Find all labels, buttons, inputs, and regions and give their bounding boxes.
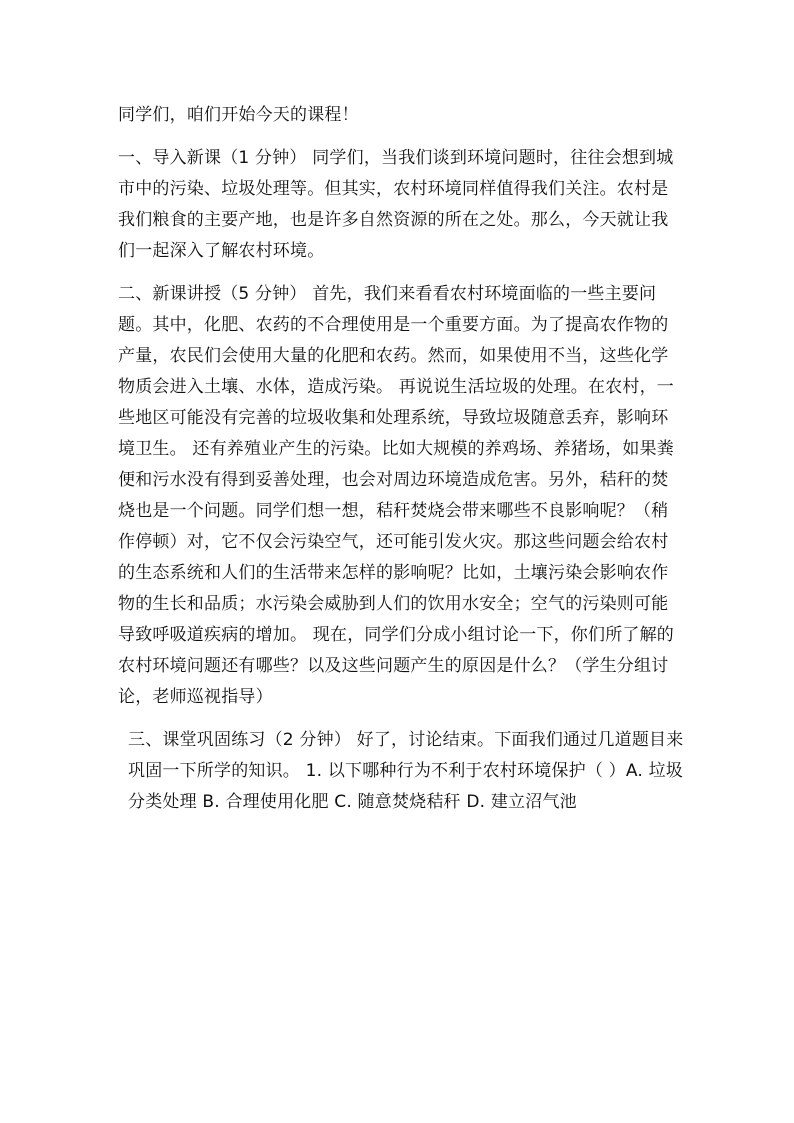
document-body [118,100,684,830]
greeting-paragraph: 同学们，咱们开始今天的课程！ [118,105,359,125]
section-lecture-paragraph: 二、新课讲授（5 分钟） 首先，我们来看看农村环境面临的一些主要问题。其中，化肥、农药的不合理使用是一个重要方面。为了提高农作物的产量，农民们会使用大量的化肥和农药。然而，如果使用不当，这些化学物质会进入土壤、水体，造成污染。 再说说生活垃圾的处理。在农村，一些地区可能没有完善的垃圾收集和处理系统，导致垃圾随意丢弃，影响环境卫生。 还有养殖业产生的污染。比如大规模的养鸡场、养猪场，如果粪便和污水没有得到妥善处理，也会对周边环境造成危害。另外，秸秆的焚烧也是一个问题。同学们想一想，秸秆焚烧会带来哪些不良影响呢？（稍作停顿）对，它不仅会污染空气，还可能引发火灾。那这些问题会给农村的生态系统和人们的生活带来怎样的影响呢？比如，土壤污染会影响农作物的生长和品质；水污染会威胁到人们的饮用水安全；空气的污染则可能导致呼吸道疾病的增加。 现在，同学们分成小组讨论一下，你们所了解的农村环境问题还有哪些？以及这些问题产生的原因是什么？（学生分组讨论，老师巡视指导） [118,284,675,707]
section-practice-paragraph: 三、课堂巩固练习（2 分钟） 好了，讨论结束。下面我们通过几道题目来巩固一下所学的知识。 1. 以下哪种行为不利于农村环境保护（ ）A. 垃圾分类处理 B. 合理使用化肥 C. 随意焚烧秸秆 D. 建立沼气池 [128,730,684,812]
section-intro-paragraph: 一、导入新课（1 分钟） 同学们，当我们谈到环境问题时，往往会想到城市中的污染、垃圾处理等。但其实，农村环境同样值得我们关注。农村是我们粮食的主要产地，也是许多自然资源的所在之处。那么，今天就让我们一起深入了解农村环境。 [118,148,674,261]
